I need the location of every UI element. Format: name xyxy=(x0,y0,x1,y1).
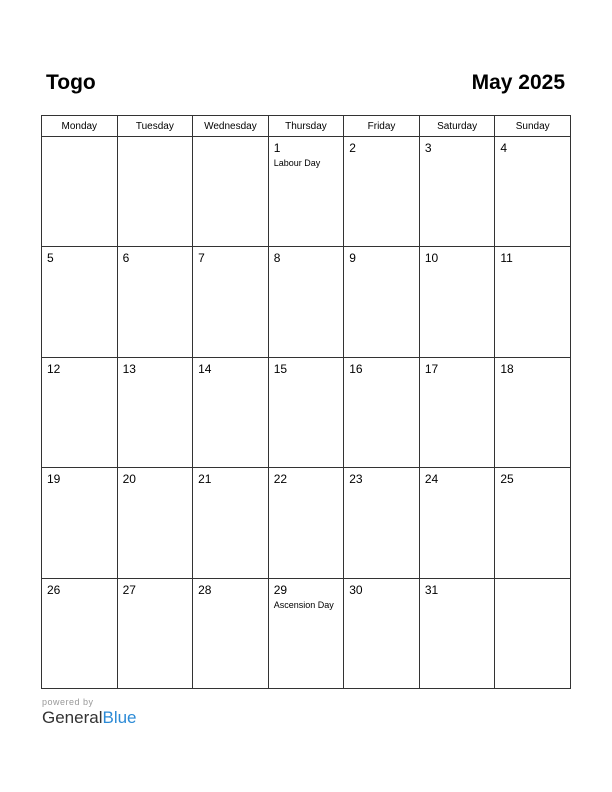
day-cell xyxy=(42,578,118,688)
day-cell xyxy=(117,137,193,247)
week-row xyxy=(42,137,571,247)
day-cell xyxy=(268,357,344,467)
day-number: 22 xyxy=(273,472,288,487)
day-number xyxy=(193,137,268,141)
day-number: 16 xyxy=(349,361,363,376)
day-number: 12 xyxy=(47,361,61,376)
day-number: 25 xyxy=(500,472,514,487)
day-number: 29 xyxy=(273,582,288,597)
calendar-grid xyxy=(41,115,571,689)
weekday-header-row xyxy=(42,116,571,137)
day-number: 7 xyxy=(198,251,205,266)
day-cell xyxy=(419,137,495,247)
day-cell xyxy=(419,357,495,467)
weekday-header: Tuesday xyxy=(117,116,193,137)
day-cell xyxy=(344,357,420,467)
day-cell xyxy=(268,247,344,357)
day-number: 4 xyxy=(500,141,508,155)
day-cell xyxy=(495,357,571,467)
powered-by-text: powered by xyxy=(42,697,94,707)
day-number: 2 xyxy=(349,141,356,155)
day-cell xyxy=(193,247,269,357)
day-cell xyxy=(42,468,118,578)
day-number: 6 xyxy=(122,251,130,266)
day-number: 19 xyxy=(47,472,61,487)
day-number: 26 xyxy=(47,582,61,597)
day-number: 17 xyxy=(424,361,439,376)
day-cell xyxy=(495,468,571,578)
holiday-label: Labour Day xyxy=(273,158,321,168)
footer-branding xyxy=(42,697,137,728)
day-number: 10 xyxy=(424,251,439,266)
day-cell xyxy=(344,578,420,688)
day-cell xyxy=(495,247,571,357)
weekday-header: Thursday xyxy=(268,116,344,137)
month-year-title: May 2025 xyxy=(471,71,565,94)
day-cell xyxy=(344,468,420,578)
day-number: 8 xyxy=(273,251,281,266)
day-number: 28 xyxy=(198,582,212,597)
day-number: 1 xyxy=(273,141,281,155)
day-cell xyxy=(495,137,571,247)
day-cell xyxy=(117,247,193,357)
day-number: 18 xyxy=(500,361,514,376)
holiday-label: Ascension Day xyxy=(273,599,334,610)
weekday-header: Saturday xyxy=(419,116,495,137)
day-cell xyxy=(42,357,118,467)
day-cell xyxy=(117,468,193,578)
day-cell xyxy=(495,578,571,688)
week-row xyxy=(42,247,571,357)
day-cell xyxy=(42,137,118,247)
day-cell xyxy=(117,578,193,688)
day-number: 13 xyxy=(122,361,136,376)
weekday-header: Sunday xyxy=(495,116,571,137)
day-number: 21 xyxy=(198,472,212,487)
weekday-header: Friday xyxy=(344,116,420,137)
brand-general: General xyxy=(42,708,103,727)
day-cell xyxy=(193,357,269,467)
day-number: 14 xyxy=(198,361,212,376)
day-number xyxy=(118,137,193,141)
week-row xyxy=(42,357,571,467)
day-number xyxy=(42,137,117,141)
day-number: 5 xyxy=(47,251,54,266)
day-cell xyxy=(117,357,193,467)
day-number xyxy=(495,579,570,583)
weekday-header: Monday xyxy=(42,116,118,137)
day-number: 23 xyxy=(349,472,363,487)
day-cell xyxy=(268,137,344,247)
day-number: 27 xyxy=(122,582,136,597)
brand-logo xyxy=(42,708,137,728)
day-number: 20 xyxy=(122,472,136,487)
day-cell xyxy=(268,468,344,578)
day-number: 30 xyxy=(349,582,363,597)
weekday-header: Wednesday xyxy=(193,116,269,137)
day-cell xyxy=(344,247,420,357)
day-number: 9 xyxy=(349,251,356,266)
day-number: 24 xyxy=(424,472,439,487)
day-number: 15 xyxy=(273,361,288,376)
day-cell xyxy=(419,247,495,357)
day-number: 31 xyxy=(424,582,439,597)
day-cell xyxy=(42,247,118,357)
day-cell xyxy=(344,137,420,247)
country-title: Togo xyxy=(46,71,96,94)
week-row xyxy=(42,578,571,688)
day-cell xyxy=(419,468,495,578)
day-cell xyxy=(193,137,269,247)
brand-blue: Blue xyxy=(102,708,137,727)
day-cell xyxy=(419,578,495,688)
day-cell xyxy=(268,578,344,688)
week-row xyxy=(42,468,571,578)
day-cell xyxy=(193,578,269,688)
day-cell xyxy=(193,468,269,578)
day-number: 11 xyxy=(500,251,513,266)
day-number: 3 xyxy=(424,141,432,155)
